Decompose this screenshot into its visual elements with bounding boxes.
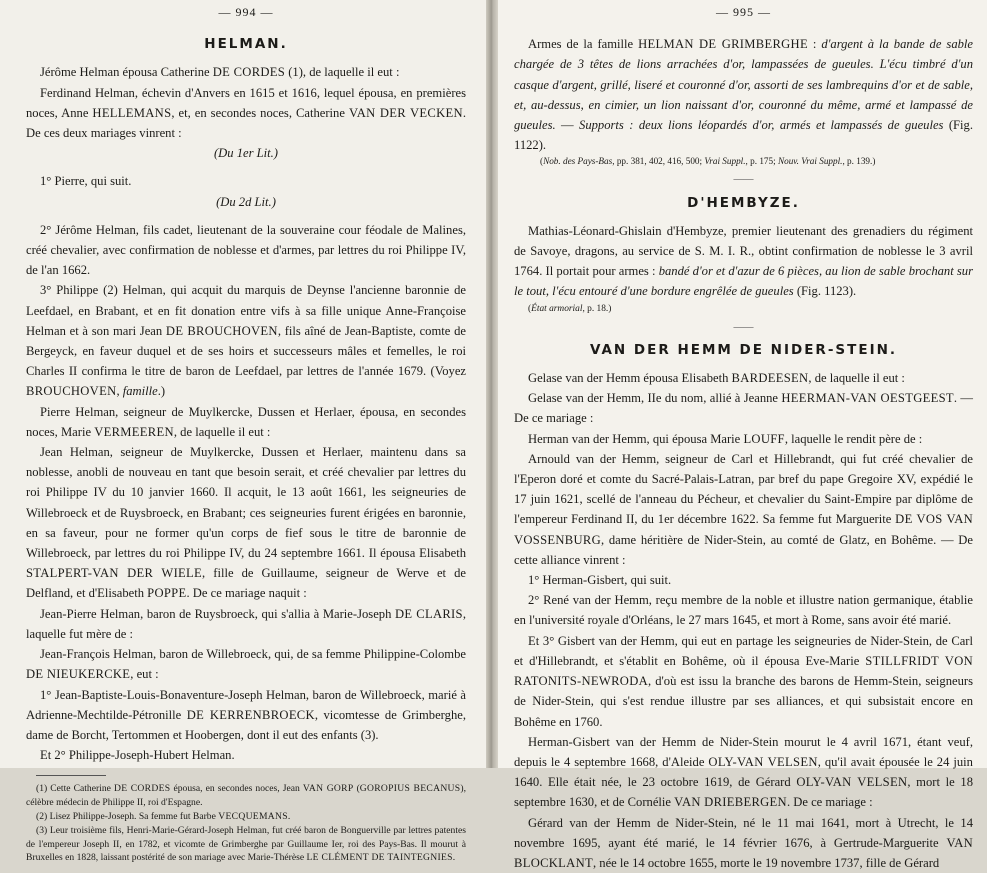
list-item: 2° René van der Hemm, reçu membre de la noble et illustre nation germanique, établie en l'université royale d'Orléans, le 27 mars 1645, et mort à Rome, sans avoir été marié. (514, 593, 973, 628)
paragraph: Gelase van der Hemm épousa Elisabeth BARDEESEN, de laquelle il eut : (528, 371, 905, 386)
book-gutter (486, 0, 498, 768)
paragraph: Jean-Pierre Helman, baron de Ruysbroeck, qui s'allia à Marie-Joseph DE CLARIS, laquelle fut mère de : (26, 606, 467, 641)
reference: (État armorial, p. 18.) (528, 303, 612, 314)
paragraph: Gelase van der Hemm, IIe du nom, allié à Jeanne HEERMAN-VAN OESTGEEST. — De ce mariage : (514, 391, 973, 426)
heading-van-der-hemm: VAN DER HEMM DE NIDER-STEIN. (589, 341, 898, 358)
footnote: (2) Lisez Philippe-Joseph. Sa femme fut Barbe VECQUEMANS. (36, 810, 291, 822)
heading-helman: HELMAN. (204, 36, 288, 53)
heading-hembyze: D'HEMBYZE. (687, 194, 800, 211)
footnote: (1) Cette Catherine DE CORDES épousa, en secondes noces, Jean VAN GORP (GOROPIUS BECANUS), célèbre médecin de Philippe II, roi d'Espagne. (26, 783, 467, 809)
paragraph: Et 2° Philippe-Joseph-Hubert Helman. (40, 748, 235, 763)
left-page (0, 0, 486, 864)
paragraph: Ferdinand Helman, échevin d'Anvers en 1615 et 1616, lequel épousa, en premières noces, Anne HELLEMANS, et, en secondes noces, Catherine VAN DER VECKEN. De ces deux mariages vinrent : (26, 85, 467, 141)
footnotes (26, 782, 466, 865)
list-item: 1° Herman-Gisbert, qui suit. (528, 573, 672, 588)
paragraph: Arnould van der Hemm, seigneur de Carl et Hillebrandt, qui fut créé chevalier de l'Eperon doré et comte du Sacré-Palais-Latran, par bref du pape Gregoire XV, expédié le 17 juin 1621, scellé de l'anneau du Pécheur, et chevalier du Saint-Empire par diplôme de l'empereur Ferdinand II, du 1er décembre 1622. Sa femme fut Marguerite DE VOS VAN VOSSENBURG, dame héritière de Nider-Stein, au comté de Glatz, en Bohême. — De cette alliance vinrent : (514, 451, 973, 567)
paragraph: Armes de la famille HELMAN DE GRIMBERGHE : d'argent à la bande de sable chargée de 3 têtes de lions arrachées d'or, lampassées de gueules. L'écu timbré d'un casque d'argent, grillé, liseré et couronné d'or, assorti de ses lambrequins d'or et de sable, et, au-dessus, en cimier, un lion naissant d'or, couronné du même, armé et lampassé de gueules. — Supports : deux lions léopardés d'or, armés et lampassés de gueules (Fig. 1122). (514, 37, 973, 153)
page-number-right: — 995 — (716, 5, 771, 19)
page-number-left: — 994 — (218, 5, 274, 19)
list-item: 3° Philippe (2) Helman, qui acquit du marquis de Deynse l'ancienne baronnie de Leefdael, en Brabant, et en fit donation entre vifs à sa fille unique Anne-Françoise Helman et à son mari Jean DE BROUCHOVEN, fils aîné de Jean-Baptiste, comte de Bergeyck, en faveur duquel et de ses hoirs et successeurs mâles et femelles, le roi Charles II confirma le titre de baron de Leefdael, par lettres de l'année 1679. (Voyez BROUCHOVEN, famille.) (26, 283, 466, 399)
divider: —— (733, 321, 754, 333)
paragraph: Gérard van der Hemm de Nider-Stein, né le 11 mai 1641, mort à Utrecht, le 14 novembre 1695, ayant été marié, le 14 février 1676, à Gertrude-Marguerite VAN BLOCKLANT, née le 14 octobre 1655, morte le 19 novembre 1737, fille de Gérard (514, 815, 973, 870)
paragraph: Mathias-Léonard-Ghislain d'Hembyze, premier lieutenant des grenadiers du régiment de Savoye, dragons, au service de S. M. I. R., obtint confirmation de noblesse le 3 avril 1764. Il portait pour armes : bandé d'or et d'azur de 6 pièces, au lion de sable brochant sur le tout, l'écu entouré d'une bordure engrêlée de gueules (Fig. 1123). (514, 223, 973, 299)
paragraph: Herman van der Hemm, qui épousa Marie LOUFF, laquelle le rendit père de : (528, 431, 923, 446)
divider: —— (733, 174, 754, 186)
paragraph: Herman-Gisbert van der Hemm de Nider-Stein mourut le 4 avril 1671, étant veuf, depuis le 4 septembre 1668, d'Aleide OLY-VAN VELSEN, qu'il avait épousée le 24 juin 1640. Elle était née, le 23 octobre 1619, de Gérard OLY-VAN VELSEN, mort le 18 septembre 1630, et de Cornélie VAN DRIEBERGEN. De ce mariage : (514, 734, 974, 810)
paragraph: Jérôme Helman épousa Catherine DE CORDES (1), de laquelle il eut : (40, 65, 400, 80)
list-item: 2° Jérôme Helman, fils cadet, lieutenant de la souveraine cour féodale de Malines, créé chevalier, avec confirmation de noblesse et d'armes, par lettres du roi Philippe IV, de l'an 1662. (26, 222, 466, 278)
bed-heading: (Du 1er Lit.) (213, 146, 278, 161)
bed-heading: (Du 2d Lit.) (216, 194, 276, 209)
paragraph: Jean Helman, seigneur de Muylkercke, Dussen et Herlaer, maintenu dans sa noblesse, anobli de nouveau en tant que besoin serait, et créé chevalier par lettres du roi Philippe IV du 10 janvier 1660. Il acquit, le 13 août 1661, les seigneuries de Willebroeck et de Ruysbroeck, en Brabant; ces seigneuries furent érigées en baronnie, en sa faveur, pour ne former qu'un corps de fief sous le titre de baronnie de Willebroeck, par lettres du roi Philippe IV, du 24 septembre 1661. Il épousa Elisabeth STALPERT-VAN DER WIELE, fille de Guillaume, seigneur de Werve et de Delfland, et d'Elisabeth POPPE. De ce mariage naquit : (26, 445, 466, 601)
paragraph: Jean-François Helman, baron de Willebroeck, qui, de sa femme Philippine-Colombe DE NIEUKERCKE, eut : (26, 647, 466, 682)
paragraph: Et 3° Gisbert van der Hemm, qui eut en partage les seigneuries de Nider-Stein, de Carl et d'Hillebrandt, et s'établit en Bohême, où il épousa Eve-Marie STILLFRIDT VON RATONITS-NEWRODA, d'où est issu la branche des barons de Hemm-Stein, seigneurs de Nider-Stein, qui s'est rendue illustre par ses alliances, et qui subsistait encore en Bohême en 1760. (514, 633, 973, 729)
reference: (Nob. des Pays-Bas, pp. 381, 402, 416, 500; Vrai Suppl., p. 175; Nouv. Vrai Suppl., p. 139.) (540, 156, 876, 167)
footnote-rule (36, 775, 106, 776)
footnote: (3) Leur troisième fils, Henri-Marie-Gérard-Joseph Helman, fut créé baron de Bonguerville par lettres patentes de l'empereur Joseph II, en 1782, et vicomte de Grimberghe par Guillaume Ier, roi des Pays-Bas. Il mourut à Bruxelles en 1828, laissant postérité de son mariage avec Marie-Thérèse LE CLÉMENT DE TAINTEGNIES. (26, 824, 466, 864)
list-item: 1° Pierre, qui suit. (40, 174, 132, 189)
paragraph: 1° Jean-Baptiste-Louis-Bonaventure-Joseph Helman, baron de Willebroeck, marié à Adrienne-Mechtilde-Pétronille DE KERRENBROECK, vicomtesse de Grimberghe, dame de Borcht, Tertommen et Hoobergen, dont il eut des enfants (3). (26, 687, 466, 742)
paragraph: Pierre Helman, seigneur de Muylkercke, Dussen et Herlaer, épousa, en secondes noces, Marie VERMEEREN, de laquelle il eut : (26, 404, 466, 439)
right-page (498, 0, 987, 870)
